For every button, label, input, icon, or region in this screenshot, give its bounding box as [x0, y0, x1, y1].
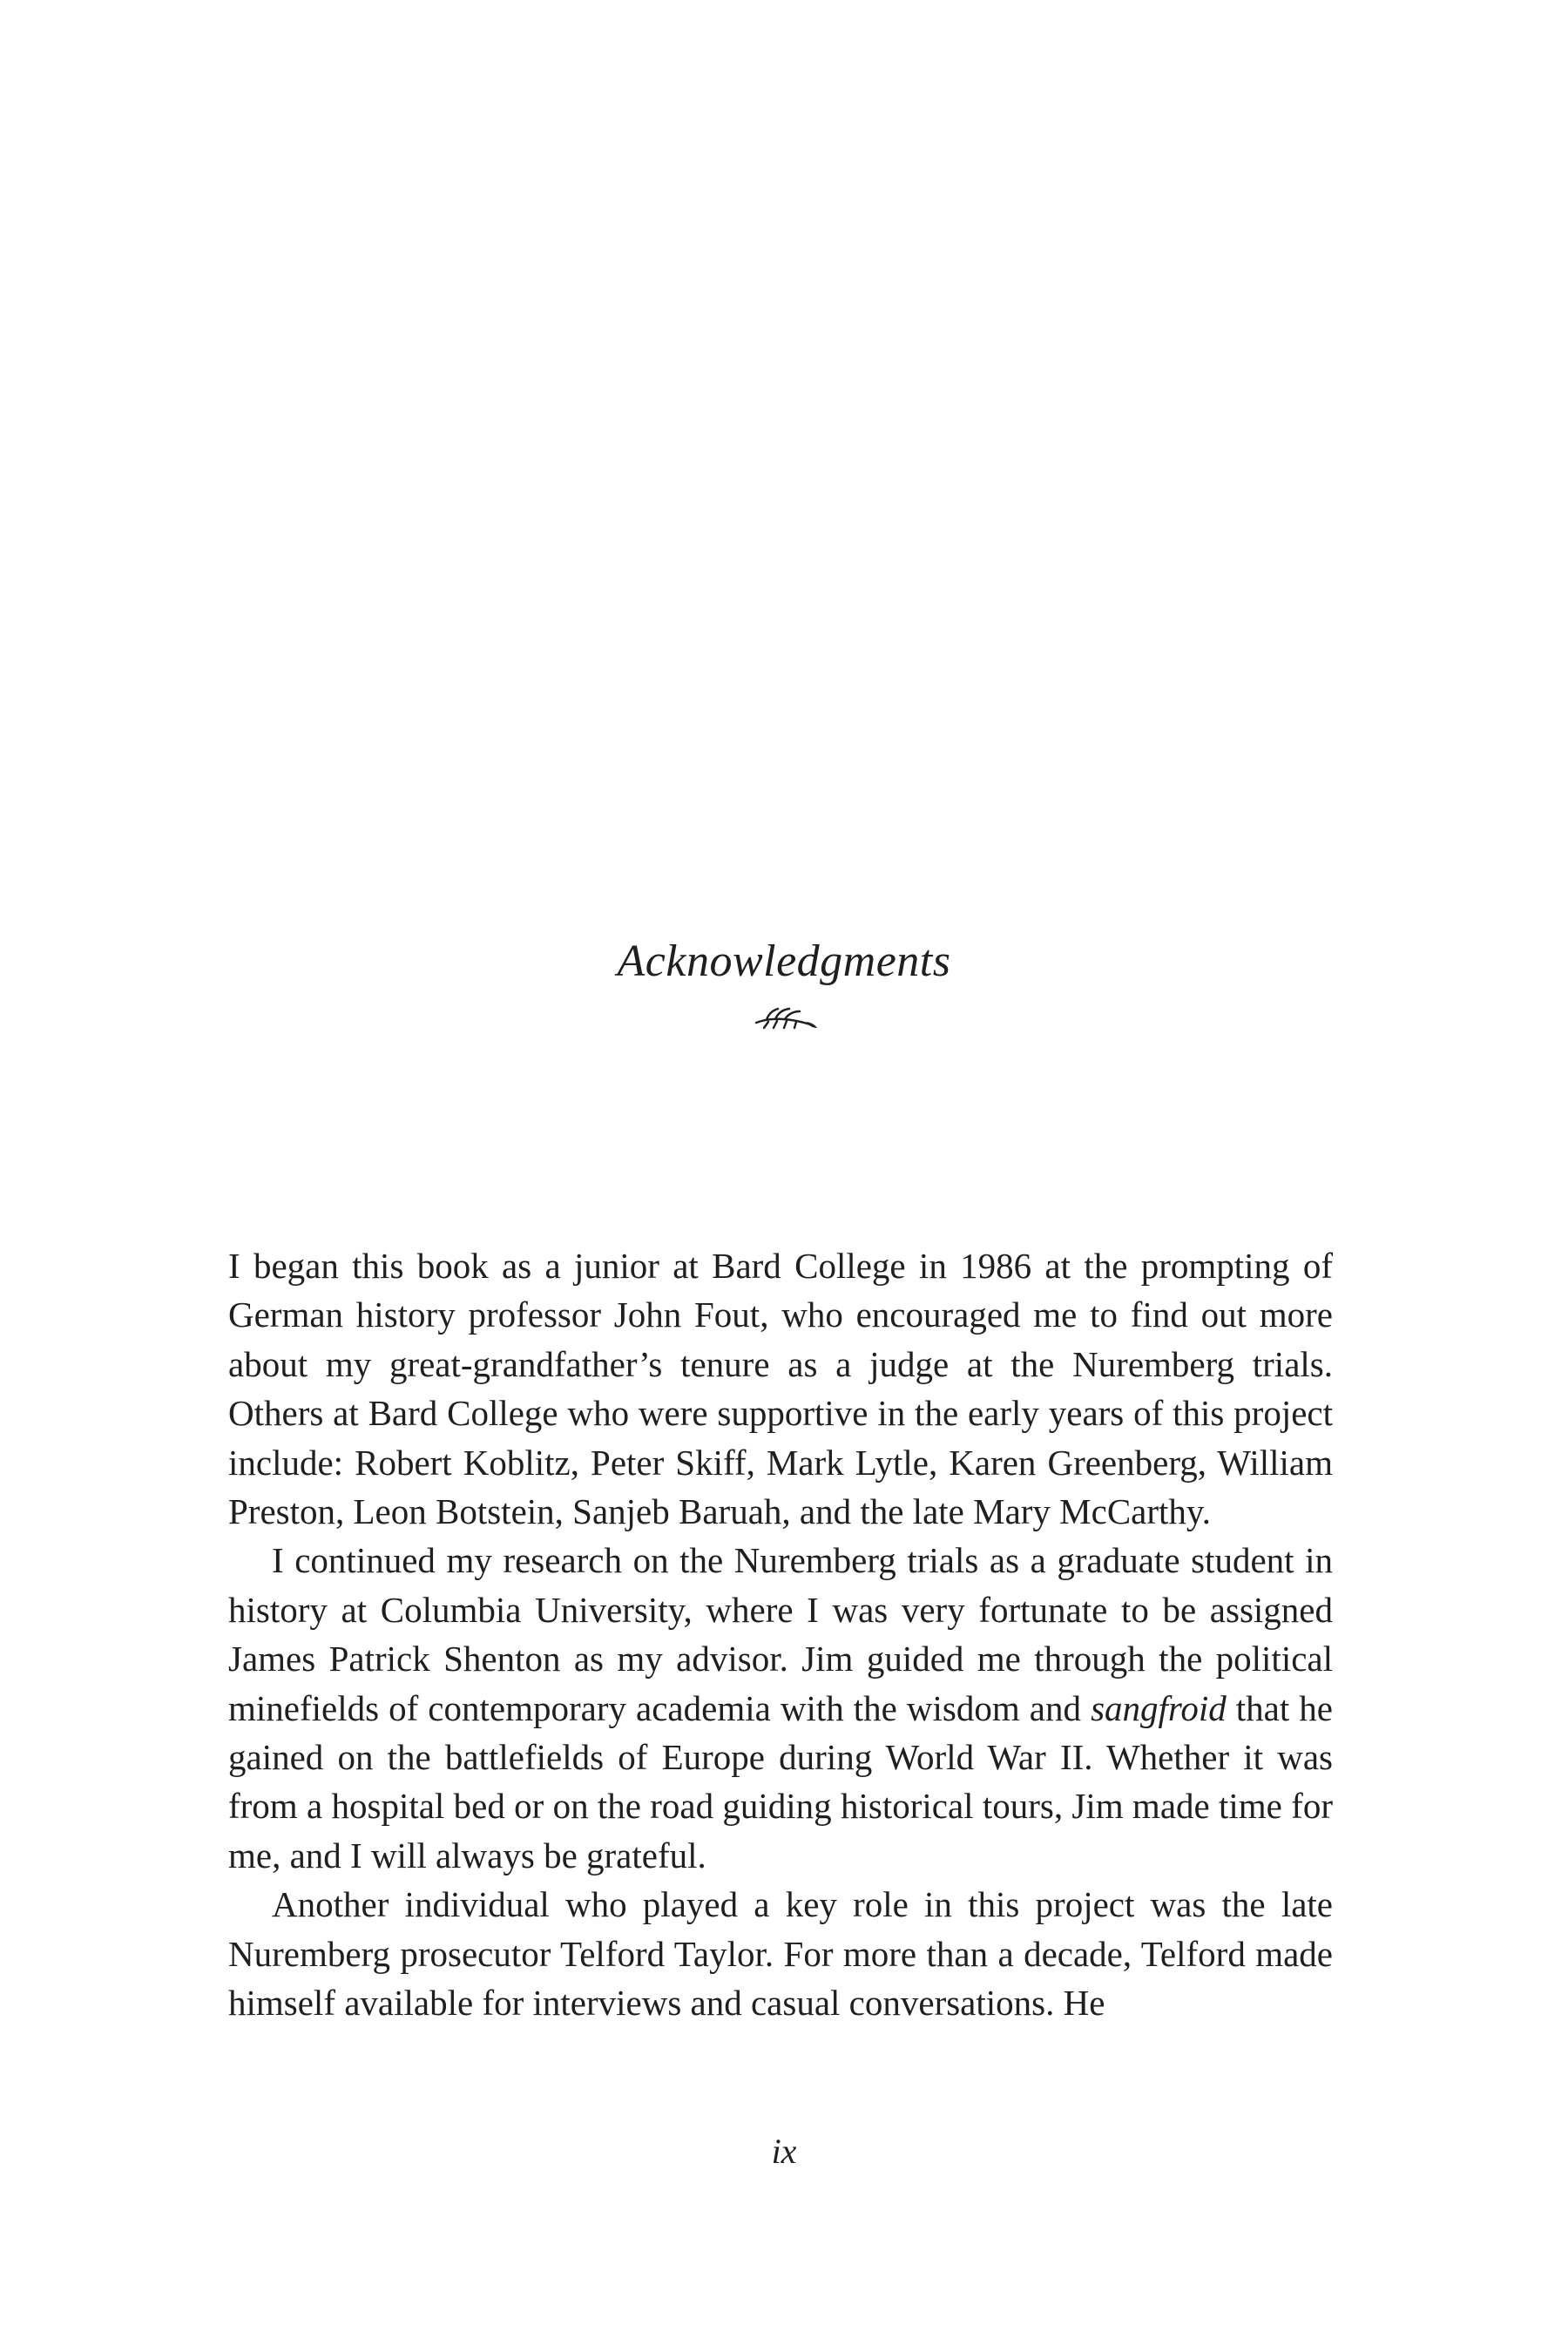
- paragraph-2: [228, 1536, 1333, 1880]
- paragraph-2-italic: sangfroid: [1091, 1687, 1227, 1728]
- page-number: ix: [771, 2132, 797, 2171]
- page-title: Acknowledgments: [617, 936, 951, 986]
- paragraph-2-text-a: I continued my research on the Nuremberg trials as a graduate student in history at Columbia University, where I was very fortunate to be assigned James Patrick Shenton as my advisor. Jim guided me through the political minefields of contemporary academia with the wisdom and: [228, 1540, 1333, 1728]
- body-text: [228, 1241, 1333, 2028]
- paragraph-3: Another individual who played a key role in this project was the late Nuremberg prosecutor Telford Taylor. For more than a decade, Telford made himself available for interviews and casual conversations. He: [228, 1884, 1333, 2024]
- paragraph-2-text-b: that he gained on the battlefields of Europe during World War II. Whether it was from a hospital bed or on the road guiding historical tours, Jim made time for me, and I will always be grateful.: [228, 1687, 1333, 1876]
- paragraph-1: I began this book as a junior at Bard College in 1986 at the prompting of German history professor John Fout, who encouraged me to find out more about my great-grandfather’s tenure as a judge at the Nuremberg trials. Others at Bard College who were supportive in the early years of this project include: Robert Koblitz, Peter Skiff, Mark Lytle, Karen Greenberg, William Preston, Leon Botstein, Sanjeb Baruah, and the late Mary McCarthy.: [228, 1246, 1333, 1532]
- leaf-ornament-icon: [749, 1000, 819, 1035]
